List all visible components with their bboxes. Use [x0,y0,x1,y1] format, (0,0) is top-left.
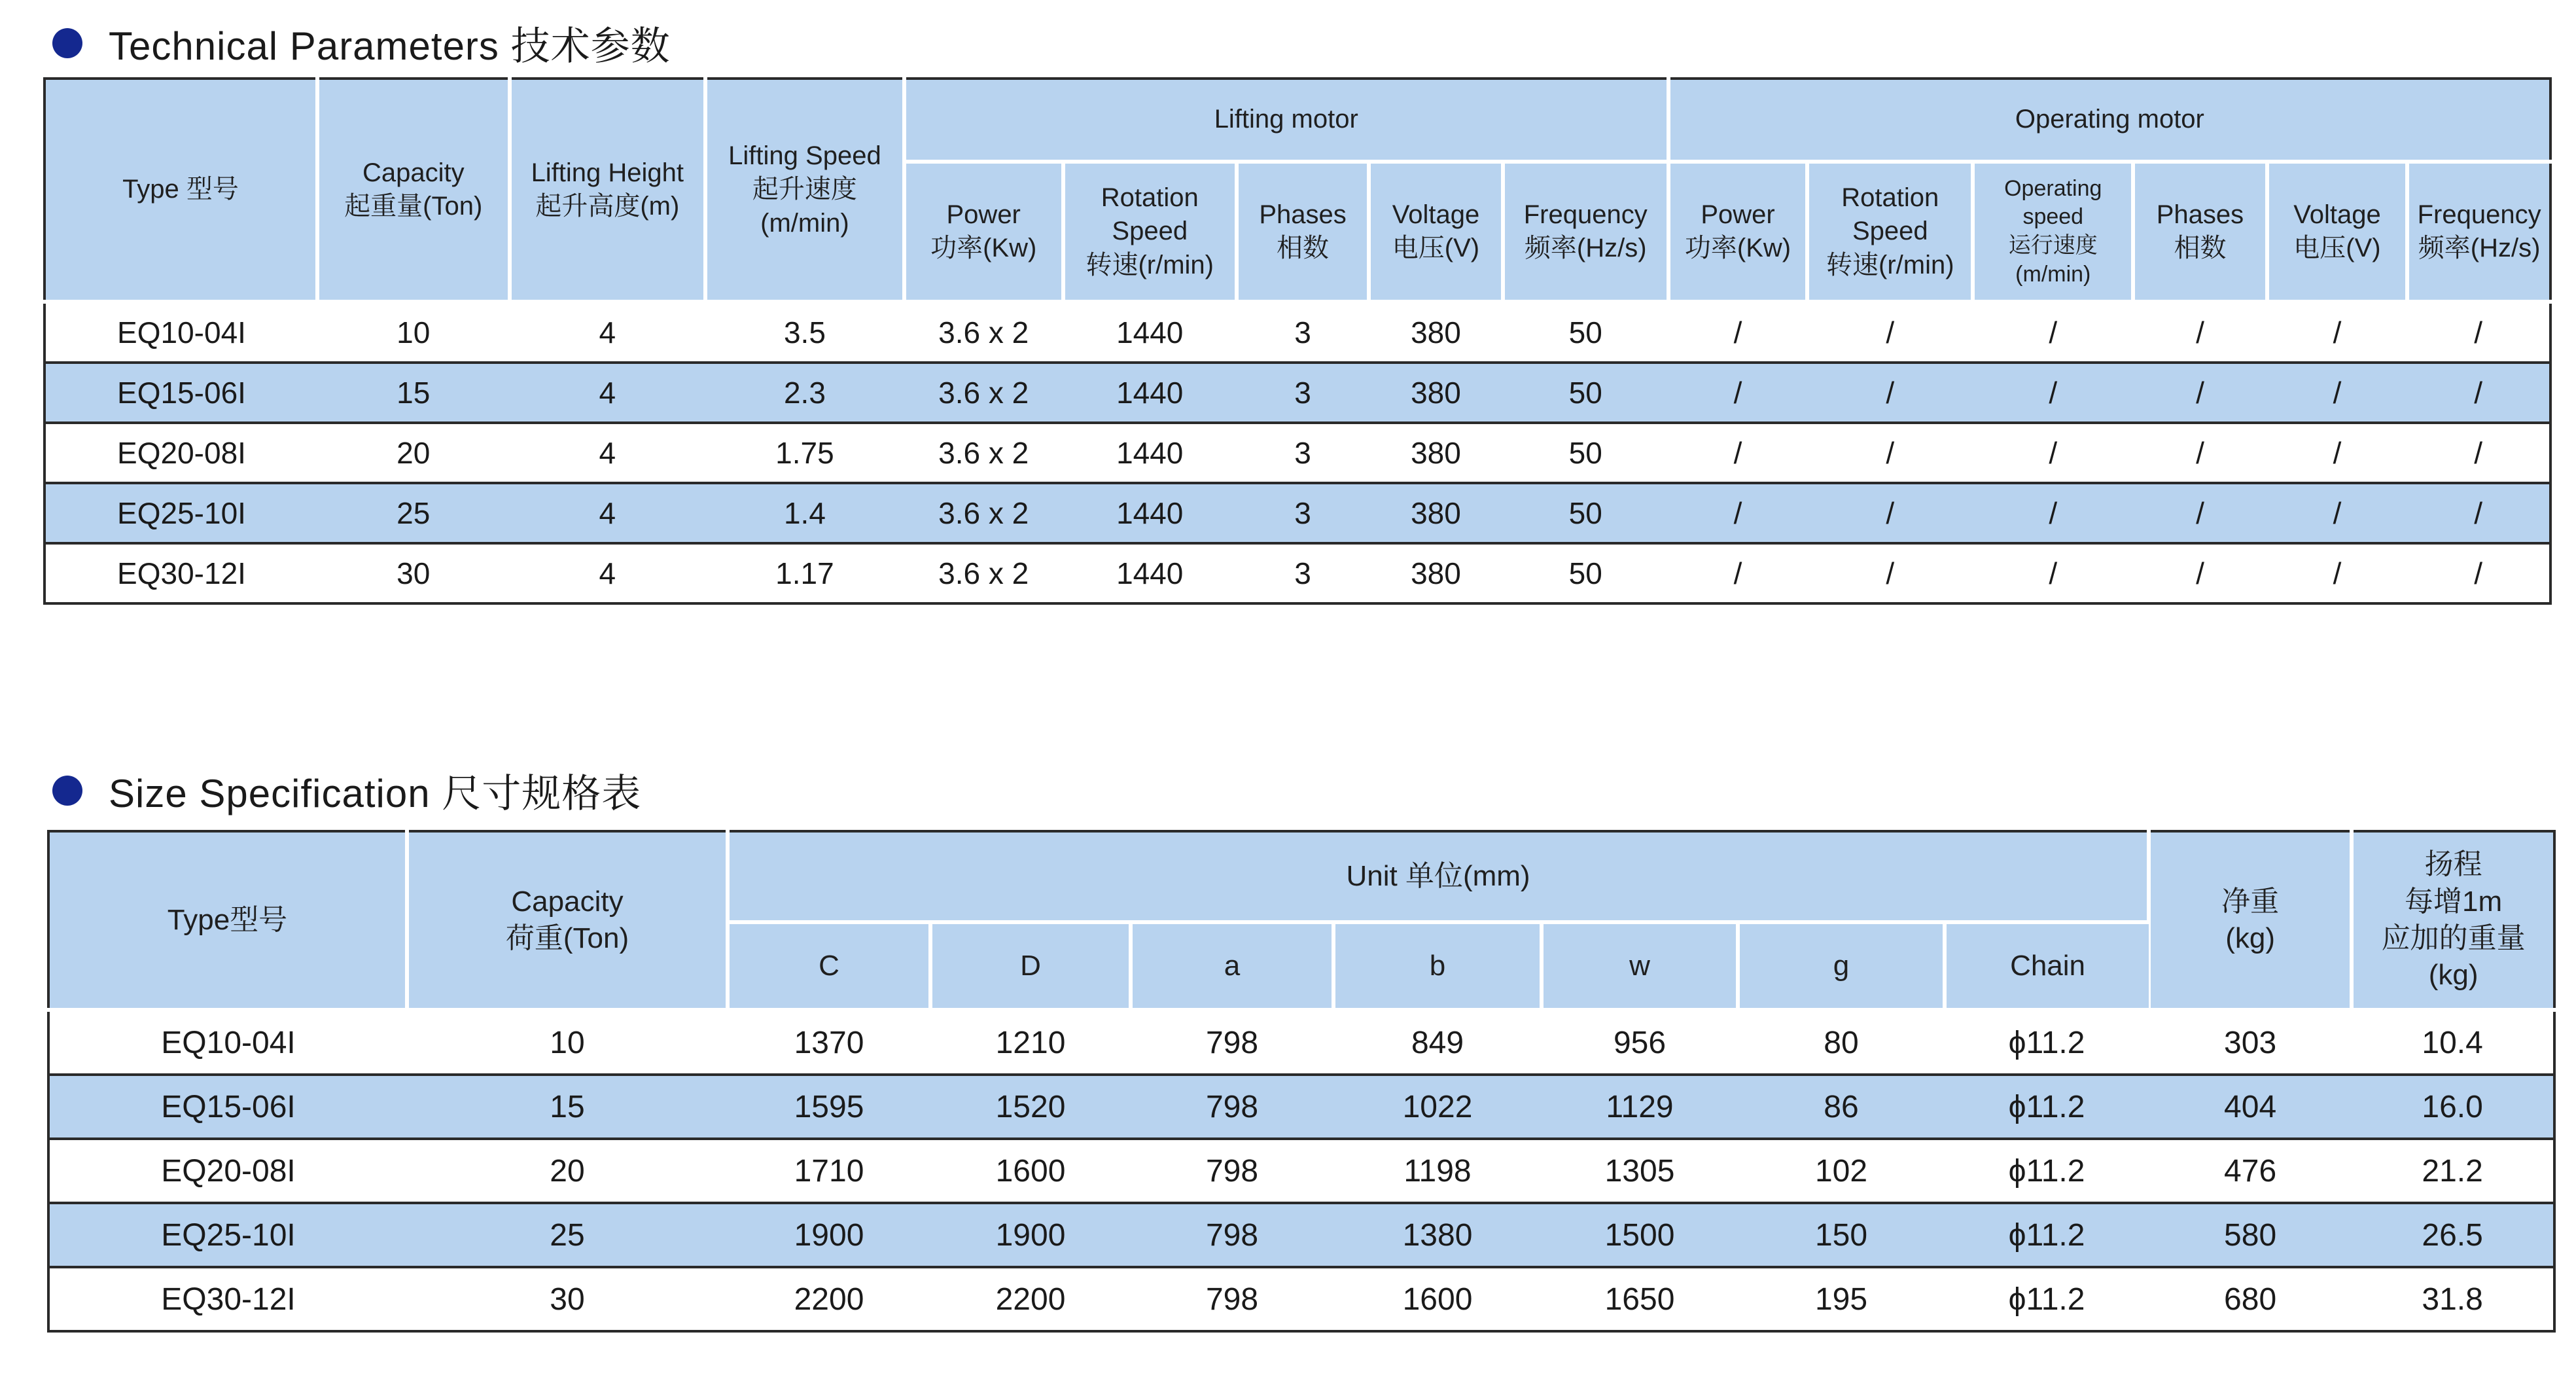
table-cell: 798 [1131,1203,1333,1267]
table-cell: / [2267,483,2408,543]
table-cell: 1.75 [705,423,904,483]
table-cell: 1305 [1542,1139,1738,1203]
table-cell: 849 [1333,1010,1542,1075]
table-cell: 20 [407,1139,728,1203]
table-cell: 3.6 x 2 [904,302,1063,363]
lm-frequency-header: Frequency 频率(Hz/s) [1503,162,1668,302]
table-cell: 1440 [1063,423,1237,483]
technical-parameters-title [52,17,671,69]
bullet-dot-icon [52,28,82,58]
table-cell: / [1973,302,2133,363]
table-cell: 3 [1237,363,1369,423]
dim-g-header: g [1738,922,1945,1010]
table-cell: / [2267,543,2408,603]
table-cell: 1710 [728,1139,930,1203]
table-cell: 16.0 [2352,1075,2554,1139]
table-cell: 1440 [1063,302,1237,363]
table-cell: ϕ11.2 [1945,1139,2149,1203]
table-cell: 150 [1738,1203,1945,1267]
dim-a-header: a [1131,922,1333,1010]
table-cell: 476 [2149,1139,2352,1203]
table-cell: 4 [510,363,706,423]
table-cell: 102 [1738,1139,1945,1203]
table-cell: EQ20-08I [44,423,317,483]
table-cell: 1650 [1542,1267,1738,1331]
om-rotation-header: Rotation Speed 转速(r/min) [1807,162,1973,302]
table-cell: 25 [407,1203,728,1267]
table-cell: 26.5 [2352,1203,2554,1267]
table-cell: 21.2 [2352,1139,2554,1203]
table-cell: EQ15-06I [48,1075,407,1139]
table-row [48,1203,2554,1267]
table-cell: 31.8 [2352,1267,2554,1331]
table-cell: / [2407,483,2550,543]
table-cell: / [1668,543,1808,603]
table-cell: 380 [1369,363,1502,423]
table-cell: / [1973,483,2133,543]
table-cell: 956 [1542,1010,1738,1075]
table-cell: EQ10-04I [48,1010,407,1075]
om-phases-header: Phases 相数 [2133,162,2267,302]
table-cell: 1500 [1542,1203,1738,1267]
om-operating-speed-header: Operating speed 运行速度 (m/min) [1973,162,2133,302]
table-row [48,1267,2554,1331]
table-cell: 580 [2149,1203,2352,1267]
table-cell: 1440 [1063,363,1237,423]
table-cell: 4 [510,483,706,543]
table-cell: / [2407,423,2550,483]
table-cell: 4 [510,302,706,363]
table-cell: 1210 [930,1010,1131,1075]
table-cell: 1900 [930,1203,1131,1267]
lm-power-header: Power 功率(Kw) [904,162,1063,302]
table-cell: 404 [2149,1075,2352,1139]
extra-weight-header: 扬程 每增1m 应加的重量 (kg) [2352,831,2554,1010]
table-cell: 4 [510,543,706,603]
table-cell: ϕ11.2 [1945,1267,2149,1331]
table-cell: / [2133,423,2267,483]
table-cell: 50 [1503,483,1668,543]
table-cell: / [1668,302,1808,363]
table-cell: 680 [2149,1267,2352,1331]
table-cell: 1380 [1333,1203,1542,1267]
unit-group-header: Unit 单位(mm) [728,831,2149,922]
table-cell: / [2267,302,2408,363]
table-cell: 4 [510,423,706,483]
table-cell: / [2133,363,2267,423]
size-specification-title-text: Size Specification 尺寸规格表 [109,772,642,815]
table-cell: 10 [407,1010,728,1075]
table-cell: / [1973,543,2133,603]
table-cell: 195 [1738,1267,1945,1331]
table-row [44,302,2550,363]
table-cell: EQ20-08I [48,1139,407,1203]
table-row [48,1075,2554,1139]
table-cell: 798 [1131,1010,1333,1075]
table-row [44,483,2550,543]
table-cell: 15 [407,1075,728,1139]
table-cell: / [1668,423,1808,483]
table-cell: 3.6 x 2 [904,543,1063,603]
table-cell: / [2407,543,2550,603]
table-cell: 3.6 x 2 [904,483,1063,543]
table-cell: / [1807,302,1973,363]
table-cell: 798 [1131,1139,1333,1203]
table-cell: / [1668,363,1808,423]
table-row [44,423,2550,483]
table-cell: 10.4 [2352,1010,2554,1075]
table-cell: ϕ11.2 [1945,1010,2149,1075]
table-cell: 1.17 [705,543,904,603]
table-cell: 30 [407,1267,728,1331]
table-row [44,543,2550,603]
col-capacity-header: Capacity 起重量(Ton) [317,79,510,302]
table-cell: / [1807,423,1973,483]
table-cell: / [2407,302,2550,363]
table-cell: 3 [1237,483,1369,543]
table-cell: ϕ11.2 [1945,1075,2149,1139]
table-cell: 50 [1503,363,1668,423]
om-frequency-header: Frequency 频率(Hz/s) [2407,162,2550,302]
bullet-dot-icon [52,776,82,806]
dim-c-header: C [728,922,930,1010]
table-cell: EQ25-10I [44,483,317,543]
dim-w-header: w [1542,922,1738,1010]
technical-parameters-table [43,77,2552,605]
table-cell: 80 [1738,1010,1945,1075]
size-specification-table [47,830,2556,1333]
table-row [48,1139,2554,1203]
lm-rotation-header: Rotation Speed 转速(r/min) [1063,162,1237,302]
table-cell: 10 [317,302,510,363]
table-cell: 1022 [1333,1075,1542,1139]
table-cell: 1520 [930,1075,1131,1139]
table-cell: 798 [1131,1075,1333,1139]
table-cell: 25 [317,483,510,543]
table-cell: / [2267,423,2408,483]
table-cell: / [1668,483,1808,543]
table-cell: 1440 [1063,543,1237,603]
table-cell: EQ25-10I [48,1203,407,1267]
table-cell: 1.4 [705,483,904,543]
table-cell: 1600 [1333,1267,1542,1331]
table-cell: 50 [1503,423,1668,483]
dim-b-header: b [1333,922,1542,1010]
table-cell: 3 [1237,302,1369,363]
col-lifting-speed-header: Lifting Speed 起升速度 (m/min) [705,79,904,302]
table-cell: / [2133,302,2267,363]
chain-header: Chain [1945,922,2149,1010]
lifting-motor-group-header: Lifting motor [904,79,1668,162]
size-specification-title [52,764,641,817]
col-lifting-height-header: Lifting Height 起升高度(m) [510,79,706,302]
table-cell: 3.6 x 2 [904,363,1063,423]
col-type-header: Type 型号 [44,79,317,302]
table-cell: 3 [1237,423,1369,483]
operating-motor-group-header: Operating motor [1668,79,2550,162]
table-cell: 380 [1369,302,1502,363]
table-cell: 2200 [930,1267,1131,1331]
om-voltage-header: Voltage 电压(V) [2267,162,2408,302]
table-cell: 1900 [728,1203,930,1267]
table-cell: 15 [317,363,510,423]
table-cell: / [1807,483,1973,543]
lm-voltage-header: Voltage 电压(V) [1369,162,1502,302]
table-cell: 1440 [1063,483,1237,543]
table-cell: / [2407,363,2550,423]
table-cell: / [1807,543,1973,603]
table-cell: / [2133,483,2267,543]
table-cell: EQ30-12I [48,1267,407,1331]
table-cell: 380 [1369,543,1502,603]
table-cell: 303 [2149,1010,2352,1075]
table-row [44,363,2550,423]
dim-d-header: D [930,922,1131,1010]
table-cell: 3 [1237,543,1369,603]
table-cell: 380 [1369,423,1502,483]
table-cell: / [1807,363,1973,423]
table-row [48,1010,2554,1075]
table-cell: 798 [1131,1267,1333,1331]
table-cell: EQ30-12I [44,543,317,603]
table-cell: 2200 [728,1267,930,1331]
table-cell: 380 [1369,483,1502,543]
table-cell: 50 [1503,302,1668,363]
size-col-type-header: Type型号 [48,831,407,1010]
table-cell: / [2267,363,2408,423]
table-cell: / [2133,543,2267,603]
table-cell: 1600 [930,1139,1131,1203]
table-cell: 1370 [728,1010,930,1075]
lm-phases-header: Phases 相数 [1237,162,1369,302]
table-cell: / [1973,423,2133,483]
table-cell: 50 [1503,543,1668,603]
table-cell: / [1973,363,2133,423]
om-power-header: Power 功率(Kw) [1668,162,1808,302]
table-cell: 3.6 x 2 [904,423,1063,483]
technical-parameters-title-text: Technical Parameters 技术参数 [109,24,671,68]
table-cell: 1595 [728,1075,930,1139]
table-cell: 86 [1738,1075,1945,1139]
table-cell: EQ15-06I [44,363,317,423]
net-weight-header: 净重 (kg) [2149,831,2352,1010]
table-cell: 30 [317,543,510,603]
table-cell: EQ10-04I [44,302,317,363]
table-cell: 20 [317,423,510,483]
table-cell: ϕ11.2 [1945,1203,2149,1267]
table-cell: 3.5 [705,302,904,363]
table-cell: 1198 [1333,1139,1542,1203]
size-col-capacity-header: Capacity 荷重(Ton) [407,831,728,1010]
table-cell: 2.3 [705,363,904,423]
table-cell: 1129 [1542,1075,1738,1139]
